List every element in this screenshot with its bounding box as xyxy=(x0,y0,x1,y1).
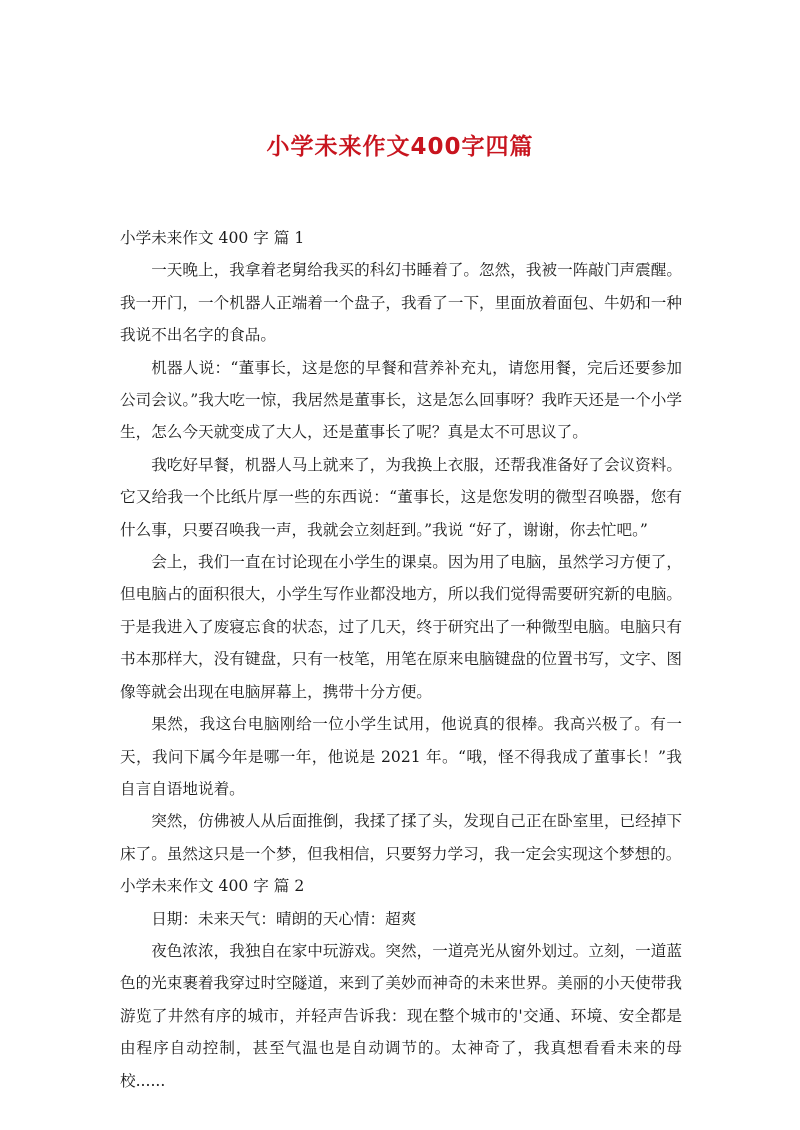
paragraph: 机器人说：“董事长，这是您的早餐和营养补充丸，请您用餐，完后还要参加公司会议。”我大吃一惊，我居然是董事长，这是怎么回事呀？我昨天还是一个小学生，怎么今天就变成了大人，还是董事长了呢？真是太不可思议了。 xyxy=(120,358,682,442)
paragraph: 夜色浓浓，我独自在家中玩游戏。突然，一道亮光从窗外划过。立刻，一道蓝色的光束裹着我穿过时空隧道，来到了美妙而神奇的未来世界。美丽的小天使带我游览了井然有序的城市，并轻声告诉我：现在整个城市的'交通、环境、安全都是由程序自动控制，甚至气温也是自动调节的。太神奇了，我真想看看未来的母校...... xyxy=(120,941,682,1090)
essay-section-2 xyxy=(120,870,682,1097)
paragraph: 突然，仿佛被人从后面推倒，我揉了揉了头，发现自己正在卧室里，已经掉下床了。虽然这只是一个梦，但我相信，只要努力学习，我一定会实现这个梦想的。 xyxy=(120,812,682,863)
paragraph: 一天晚上，我拿着老舅给我买的科幻书睡着了。忽然，我被一阵敲门声震醒。我一开门，一个机器人正端着一个盘子，我看了一下，里面放着面包、牛奶和一种我说不出名字的食品。 xyxy=(120,261,682,345)
section-heading: 小学未来作文 400 字 篇 2 xyxy=(120,877,305,896)
paragraph: 果然，我这台电脑刚给一位小学生试用，他说真的很棒。我高兴极了。有一天，我问下属今年是哪一年，他说是 2021 年。“哦，怪不得我成了董事长！”我自言自语地说着。 xyxy=(120,715,682,798)
document-body xyxy=(120,222,682,1097)
document-title: 小学未来作文400字四篇 xyxy=(266,134,534,160)
section-heading: 小学未来作文 400 字 篇 1 xyxy=(120,229,305,247)
paragraph: 我吃好早餐，机器人马上就来了，为我换上衣服，还帮我准备好了会议资料。它又给我一个比纸片厚一些的东西说：“董事长，这是您发明的微型召唤器，您有什么事，只要召唤我一声，我就会立刻赶到。”我说 “好了，谢谢，你去忙吧。” xyxy=(120,455,682,539)
paragraph: 日期：未来天气：晴朗的天心情：超爽 xyxy=(151,909,417,928)
paragraph: 会上，我们一直在讨论现在小学生的课桌。因为用了电脑，虽然学习方便了，但电脑占的面积很大，小学生写作业都没地方，所以我们觉得需要研究新的电脑。于是我进入了废寝忘食的状态，过了几天，终于研究出了一种微型电脑。电脑只有书本那样大，没有键盘，只有一枝笔，用笔在原来电脑键盘的位置书写，文字、图像等就会出现在电脑屏幕上，携带十分方便。 xyxy=(120,553,682,701)
essay-section-1 xyxy=(120,222,682,870)
